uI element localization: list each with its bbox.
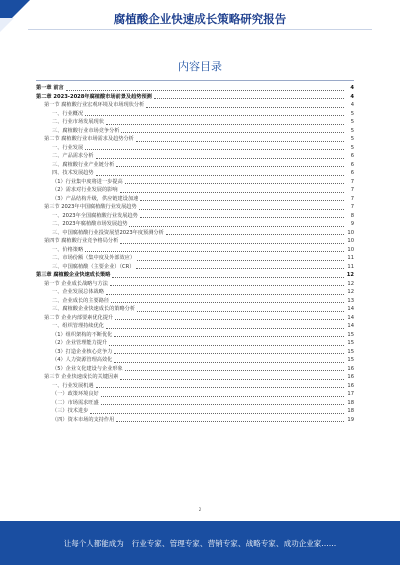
toc-entry-page: 18 [347,399,354,406]
toc-heading: 内容目录 [178,60,222,73]
toc-leader-dots [154,97,344,99]
toc-entry-label: （三）技术进步 [52,408,89,414]
toc-entry-page: 7 [350,204,354,210]
toc-entry-label: （四）资本市场的支持作用 [52,416,115,423]
toc-entry[interactable] [36,101,354,110]
toc-entry-label: 第二节 企业内部要素优化提升 [44,314,114,321]
toc-entry-label: （2）企业管理能力提升 [52,340,108,346]
toc-entry[interactable] [36,203,354,212]
toc-leader-dots [137,259,344,261]
toc-leader-dots [125,182,344,184]
toc-entry[interactable] [36,135,354,144]
toc-entry-label: 第一章 前言 [36,85,64,91]
toc-leader-dots [96,174,344,176]
footer-slogan: 让每个人都能成为 行业专家、管理专家、营销专家、战略专家、成功企业家…… [63,539,337,548]
toc-entry[interactable] [36,169,354,178]
toc-entry-page: 6 [350,153,354,159]
toc-leader-dots [116,420,344,422]
toc-entry[interactable] [36,271,354,280]
toc-entry-page: 6 [350,170,354,176]
toc-leader-dots [85,250,344,252]
toc-entry-label: （二）市场需求旺盛 [52,399,99,406]
toc-entry-label: 三、腐植酸行业市场竞争分析 [52,127,120,134]
toc-entry[interactable] [36,263,354,272]
toc-entry-page: 15 [347,331,354,338]
toc-entry-page: 11 [347,263,354,270]
toc-leader-dots [114,335,344,337]
toc-entry-page: 15 [347,357,354,363]
toc-leader-dots [129,225,344,227]
toc-entry[interactable] [36,84,354,93]
toc-entry[interactable] [36,356,354,365]
toc-entry-label: 二、市场份额（集中度及外部效应） [52,255,136,261]
toc-entry-page: 5 [350,136,354,142]
toc-entry-page: 10 [347,246,354,253]
toc-entry-label: 二、行业市场发展现状 [52,119,104,125]
table-of-contents [36,84,354,424]
toc-entry-page: 12 [347,280,354,287]
toc-entry[interactable] [36,322,354,331]
page-header [0,0,400,32]
toc-entry-label: 一、2023年全国腐植酸行业发展趋势 [52,212,138,219]
footer-item: 战略专家 [245,539,276,548]
toc-entry-page: 18 [347,408,354,414]
toc-leader-dots [111,301,344,303]
toc-entry-page: 10 [347,229,354,236]
toc-entry[interactable] [36,118,354,127]
toc-entry-label: （5）企业文化建设与企业形象 [52,365,123,372]
toc-entry[interactable] [36,254,354,263]
toc-leader-dots [110,284,344,286]
toc-entry-page: 5 [350,144,354,151]
toc-entry-label: 第一节 企业成长战略与方法 [44,280,108,287]
toc-entry[interactable] [36,280,354,289]
toc-entry-page: 16 [347,382,354,389]
toc-entry-page: 14 [347,306,354,312]
toc-leader-dots [106,293,344,295]
toc-entry-label: 一、组织管理持续优化 [52,323,104,329]
toc-leader-dots [114,361,344,363]
toc-entry[interactable] [36,144,354,153]
toc-entry-label: 三、中国腐植酸行业投资展望2023年度预测分析 [52,229,164,236]
toc-leader-dots [140,216,344,218]
toc-leader-dots [90,412,344,414]
toc-entry-page: 5 [350,127,354,134]
toc-entry-label: 第三章 腐植酸企业快速成长策略 [36,272,111,278]
footer-item: 管理专家 [169,539,200,548]
toc-leader-dots [121,131,344,133]
toc-entry-label: （1）组织架构的不断优化 [52,331,113,338]
toc-entry-label: 三、腐植酸企业快速成长的策略分析 [52,306,136,312]
toc-leader-dots [106,123,344,125]
toc-entry-label: 二、2023年腐植酸市场发展趋势 [52,221,128,227]
toc-entry-label: 三、中国腐植酸（主要企业）（CR） [52,263,135,270]
toc-entry[interactable] [36,365,354,374]
toc-entry[interactable] [36,373,354,382]
toc-entry-page: 16 [347,374,354,380]
toc-entry-label: 一、行业发展 [52,144,84,151]
toc-leader-dots [106,327,344,329]
toc-entry[interactable] [36,382,354,391]
toc-entry-label: 第二章 2023-2028年腐植酸市场前景及趋势预测 [36,93,152,100]
toc-entry[interactable] [36,348,354,357]
toc-leader-dots [96,386,344,388]
header-divider [28,29,372,30]
toc-entry[interactable] [36,339,354,348]
toc-leader-dots [125,369,344,371]
toc-entry-page: 15 [347,348,354,355]
toc-entry[interactable] [36,407,354,416]
toc-entry-label: 第二节 腐植酸行业市场需求及趋势分析 [44,136,134,142]
toc-entry-label: （一）政策环境良好 [52,391,99,397]
toc-entry[interactable] [36,212,354,221]
toc-entry-label: 二、产品需求分析 [52,153,94,159]
footer-item: 行业专家 [131,539,162,548]
toc-leader-dots [137,310,344,312]
page-number: 2 [198,507,202,512]
toc-entry-label: （3）产品结构升级，供应链建设加速 [52,195,139,202]
toc-leader-dots [85,114,344,116]
toc-leader-dots [115,318,344,320]
toc-entry-page: 10 [347,238,354,244]
toc-entry-label: 第三节 2023年中国腐植酸行业发展趋势 [44,204,137,210]
toc-entry-label: 四、技术发展趋势 [52,170,94,176]
footer-prefix: 让每个人都能成为 [63,539,124,548]
toc-leader-dots [109,344,344,346]
toc-leader-dots [120,191,344,193]
toc-leader-dots [96,157,344,159]
toc-entry-page: 9 [350,221,354,227]
toc-entry-label: 一、价格策略 [52,246,84,253]
toc-entry[interactable] [36,399,354,408]
toc-entry-page: 4 [350,102,354,108]
toc-entry-page: 14 [347,314,354,321]
toc-entry-page: 8 [350,212,354,219]
toc-entry-page: 15 [347,340,354,346]
toc-entry-page: 16 [347,365,354,372]
toc-entry-page: 12 [346,272,354,278]
toc-entry-page: 12 [347,289,354,295]
toc-entry[interactable] [36,195,354,204]
toc-leader-dots [136,267,344,269]
toc-leader-dots [166,233,344,235]
report-title: 腐植酸企业快速成长策略研究报告 [113,12,287,26]
toc-entry-page: 7 [350,178,354,185]
toc-entry-page: 4 [350,93,354,100]
toc-entry-page: 5 [350,119,354,125]
toc-entry[interactable] [36,186,354,195]
toc-entry[interactable] [36,152,354,161]
toc-entry[interactable] [36,178,354,187]
toc-entry-label: 二、企业成长的主要路径 [52,297,110,304]
toc-entry[interactable] [36,246,354,255]
toc-entry-label: （3）打造企业核心竞争力 [52,348,113,355]
toc-entry-page: 5 [350,110,354,117]
toc-leader-dots [116,165,344,167]
toc-entry[interactable] [36,93,354,102]
toc-entry-label: （1）行业集中度将进一步提高 [52,178,123,185]
toc-entry[interactable] [36,220,354,229]
toc-entry-page: 11 [347,255,354,261]
toc-entry-label: 第三节 企业快速成长的关键因素 [44,374,119,380]
toc-entry-page: 17 [347,391,354,397]
toc-entry[interactable] [36,390,354,399]
toc-entry-label: 三、腐植酸行业产业链分析 [52,161,115,168]
toc-entry-page: 19 [347,416,354,423]
toc-entry-label: （2）需求对行业发展的影响 [52,187,118,193]
toc-entry[interactable] [36,288,354,297]
toc-entry[interactable] [36,229,354,238]
toc-entry[interactable] [36,305,354,314]
toc-entry-page: 13 [347,297,354,304]
toc-leader-dots [85,148,344,150]
footer-item: 成功企业家…… [283,539,337,548]
toc-leader-dots [140,199,344,201]
toc-entry-label: 第一节 腐植酸行业宏观环境及市场现状分析 [44,102,145,108]
toc-entry[interactable] [36,110,354,119]
toc-entry-page: 14 [347,323,354,329]
page-footer [0,521,400,565]
toc-leader-dots [120,378,344,380]
toc-entry[interactable] [36,331,354,340]
toc-entry-page: 7 [350,187,354,193]
toc-entry-label: （4）人力资源管理高效化 [52,357,113,363]
toc-entry-label: 第四节 腐植酸行业竞争格局分析 [44,238,119,244]
toc-entry-label: 一、行业发展机遇 [52,382,94,389]
toc-entry[interactable] [36,314,354,323]
toc-entry-page: 6 [350,161,354,168]
toc-leader-dots [101,403,344,405]
toc-leader-dots [146,106,344,108]
toc-entry[interactable] [36,297,354,306]
toc-leader-dots [66,89,344,91]
toc-leader-dots [101,395,344,397]
toc-divider [36,80,354,81]
toc-leader-dots [112,276,344,278]
toc-entry[interactable] [36,161,354,170]
toc-entry-label: 一、企业发展总体战略 [52,289,104,295]
toc-leader-dots [120,242,344,244]
toc-entry-page: 4 [350,85,354,91]
toc-entry-page: 7 [350,195,354,202]
toc-entry[interactable] [36,237,354,246]
toc-entry[interactable] [36,416,354,425]
toc-leader-dots [114,352,344,354]
toc-leader-dots [139,208,344,210]
toc-leader-dots [136,140,344,142]
toc-entry-label: 一、行业概况 [52,110,84,117]
toc-entry[interactable] [36,127,354,136]
footer-item: 营销专家 [207,539,238,548]
